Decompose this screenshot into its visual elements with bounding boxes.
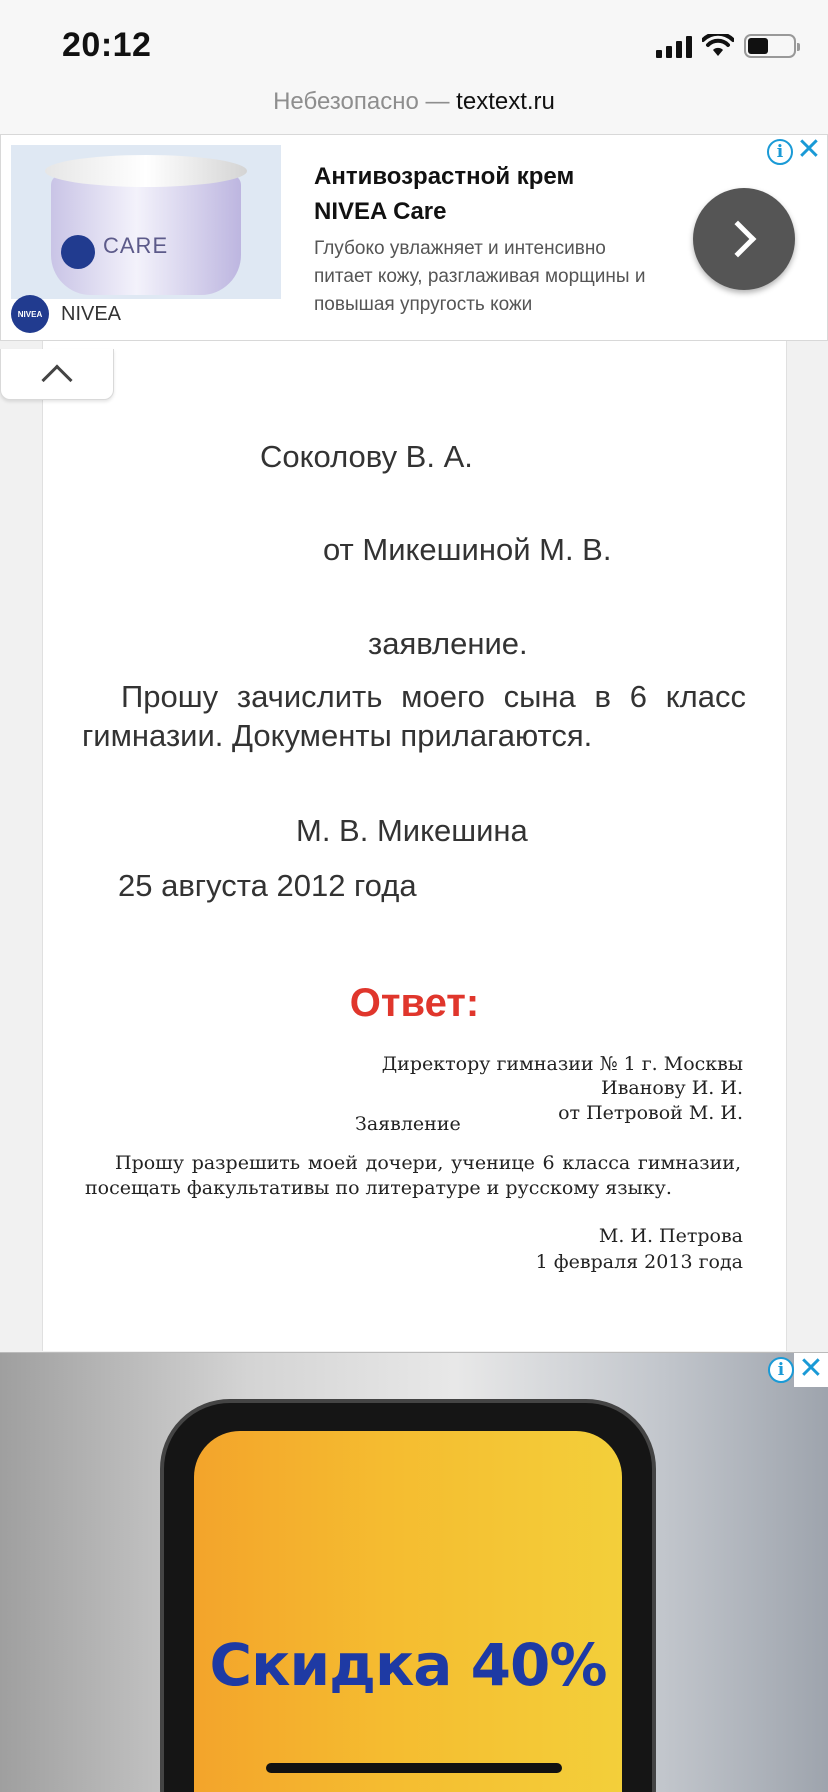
letter-sender: от Микешиной М. В.	[323, 532, 612, 567]
answer-from: от Петровой М. И.	[558, 1102, 743, 1124]
answer-body: Прошу разрешить моей дочери, ученице 6 класса гимназии, посещать факультативы по литературе и русскому языку.	[85, 1152, 741, 1199]
ad-info-icon[interactable]: i	[768, 1357, 794, 1383]
chevron-up-icon	[41, 364, 72, 395]
ad-open-button[interactable]	[693, 188, 795, 290]
wifi-icon	[702, 34, 734, 58]
status-time: 20:12	[62, 26, 152, 64]
ad-title[interactable]: Антивозрастной крем NIVEA Care	[314, 163, 575, 225]
ad-banner-nivea[interactable]	[0, 134, 828, 341]
ad-phone-image	[160, 1399, 656, 1792]
jar-label: CARE	[103, 233, 169, 258]
address-bar[interactable]	[0, 80, 828, 134]
ad-banner-bottom[interactable]	[0, 1352, 828, 1792]
article-content	[42, 341, 787, 1351]
letter-date: 25 августа 2012 года	[118, 868, 417, 903]
letter-addressee: Соколову В. А.	[260, 439, 473, 474]
letter-body: Прошу зачислить моего сына в 6 класс гимназии. Документы прилагаются.	[82, 679, 746, 753]
cellular-signal-icon	[656, 34, 692, 58]
url-domain: textext.ru	[456, 88, 555, 115]
nivea-logo-icon: NIVEA	[11, 295, 49, 333]
letter-title: заявление.	[368, 626, 528, 661]
chevron-right-icon	[720, 221, 757, 258]
ad-promo-text: Скидка 40%	[209, 1631, 607, 1699]
collapse-ad-button[interactable]	[0, 349, 114, 400]
ad-product-image[interactable]	[11, 145, 281, 299]
status-bar	[0, 0, 828, 80]
battery-icon	[744, 34, 796, 58]
answer-to-line2: Иванову И. И.	[601, 1077, 743, 1099]
answer-heading: Ответ:	[349, 981, 480, 1025]
ad-close-icon[interactable]: ✕	[796, 133, 822, 166]
ad-info-icon[interactable]: i	[767, 139, 793, 165]
answer-date: 1 февраля 2013 года	[535, 1251, 743, 1273]
ad-brand[interactable]	[11, 295, 121, 333]
answer-scan	[85, 1053, 745, 1283]
ad-description: Глубоко увлажняет и интенсивно питает кожу, разглаживая морщины и повышая упругость кожи	[314, 238, 646, 315]
letter-signature: М. В. Микешина	[296, 813, 528, 848]
status-icons	[656, 34, 796, 58]
answer-title: Заявление	[355, 1113, 461, 1135]
answer-to-line1: Директору гимназии № 1 г. Москвы	[381, 1053, 743, 1075]
answer-signature: М. И. Петрова	[598, 1225, 743, 1247]
home-indicator[interactable]	[266, 1763, 562, 1773]
ad-close-icon[interactable]: ✕	[794, 1353, 828, 1387]
insecure-label: Небезопасно —	[273, 88, 450, 115]
ad-brand-name: NIVEA	[61, 302, 122, 325]
